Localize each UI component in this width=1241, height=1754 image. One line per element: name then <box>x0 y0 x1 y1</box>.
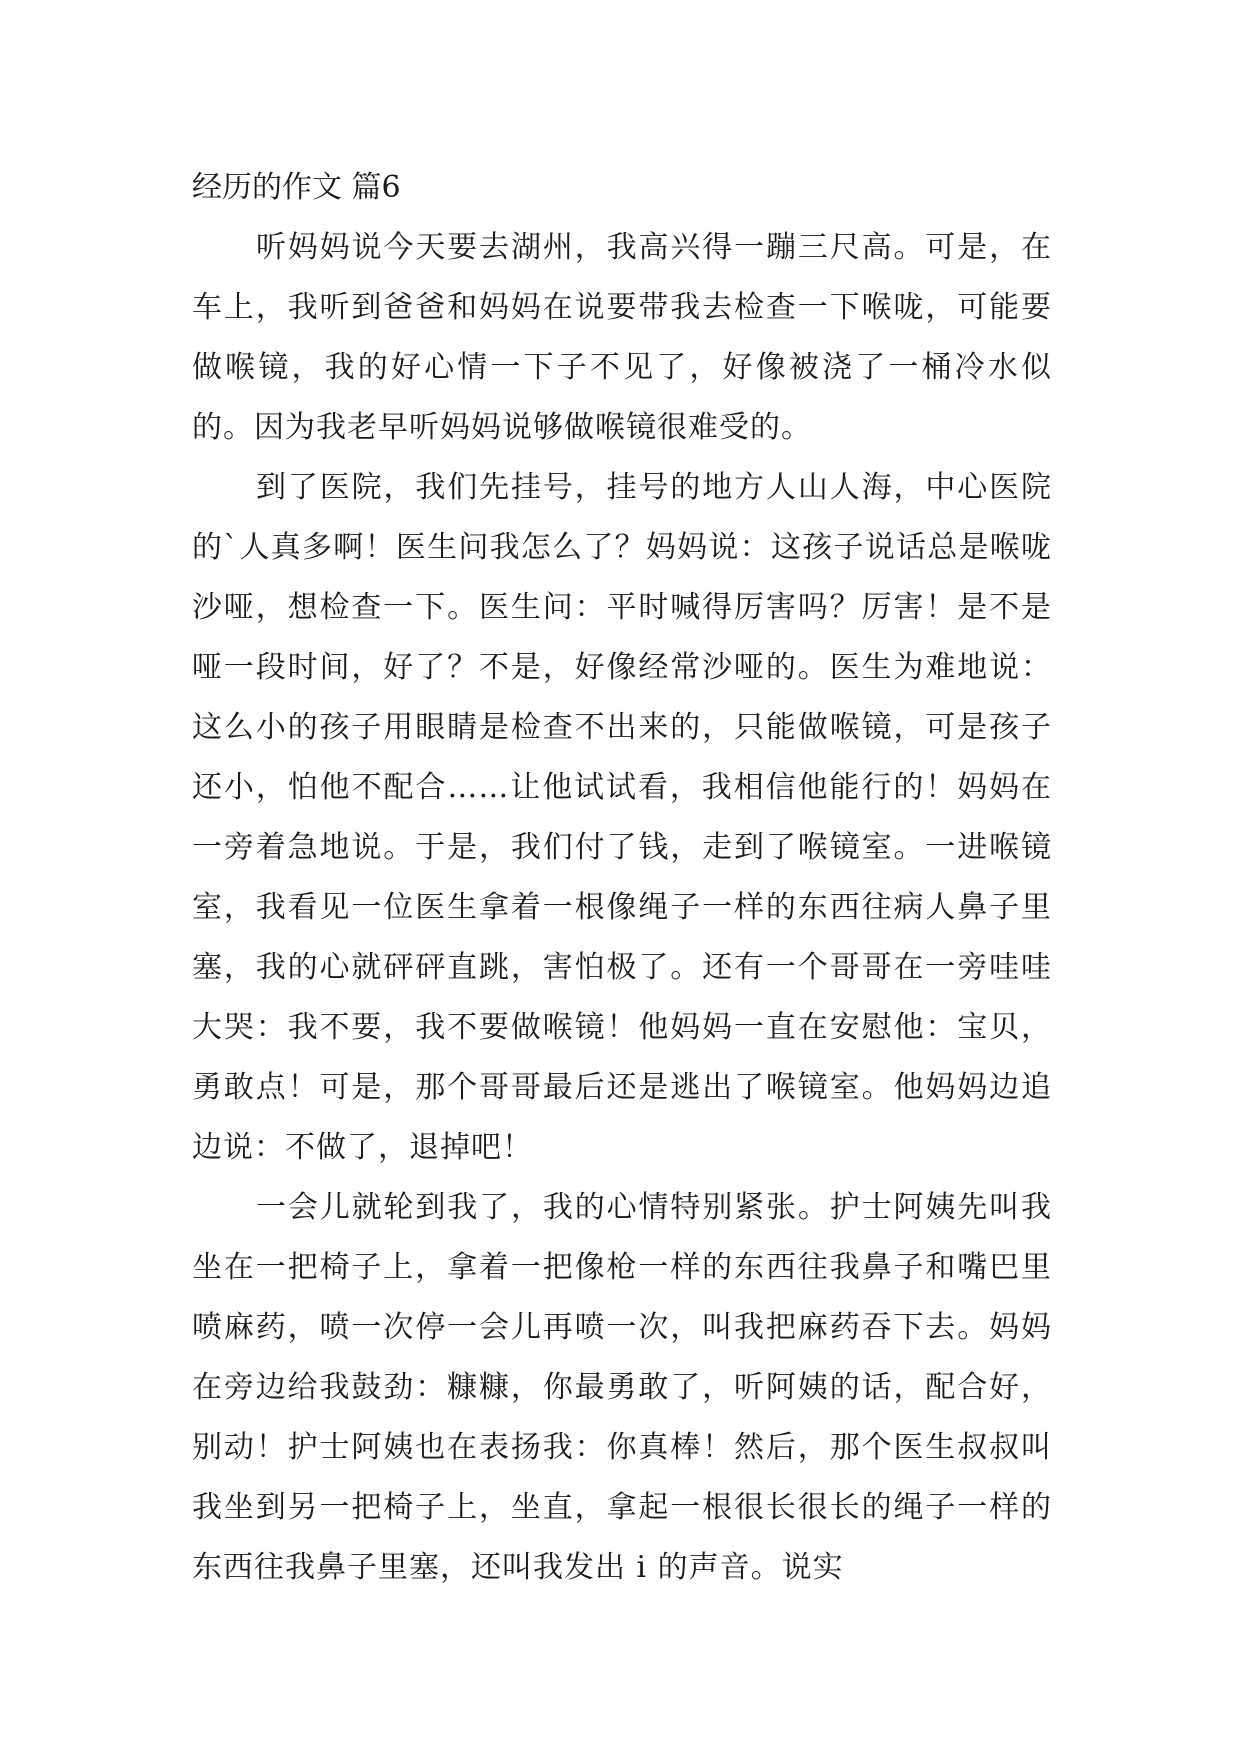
paragraph-3: 一会儿就轮到我了，我的心情特别紧张。护士阿姨先叫我坐在一把椅子上，拿着一把像枪一样的东西往我鼻子和嘴巴里喷麻药，喷一次停一会儿再喷一次，叫我把麻药吞下去。妈妈在旁边给我鼓劲：糠糠，你最勇敢了，听阿姨的话，配合好，别动！护士阿姨也在表扬我：你真棒！然后，那个医生叔叔叫我坐到另一把椅子上，坐直，拿起一根很长很长的绳子一样的东西往我鼻子里塞，还叫我发出 i 的声音。说实 <box>192 1190 1052 1585</box>
paragraph-1: 听妈妈说今天要去湖州，我高兴得一蹦三尺高。可是，在车上，我听到爸爸和妈妈在说要带我去检查一下喉咙，可能要做喉镜，我的好心情一下子不见了，好像被浇了一桶冷水似的。因为我老早听妈妈说够做喉镜很难受的。 <box>192 230 1052 445</box>
document-page <box>192 158 1052 1598</box>
paragraph-2: 到了医院，我们先挂号，挂号的地方人山人海，中心医院的`人真多啊！医生问我怎么了？妈妈说：这孩子说话总是喉咙沙哑，想检查一下。医生问：平时喊得厉害吗？厉害！是不是哑一段时间，好了？不是，好像经常沙哑的。医生为难地说：这么小的孩子用眼睛是检查不出来的，只能做喉镜，可是孩子还小，怕他不配合……让他试试看，我相信他能行的！妈妈在一旁着急地说。于是，我们付了钱，走到了喉镜室。一进喉镜室，我看见一位医生拿着一根像绳子一样的东西往病人鼻子里塞，我的心就砰砰直跳，害怕极了。还有一个哥哥在一旁哇哇大哭：我不要，我不要做喉镜！他妈妈一直在安慰他：宝贝，勇敢点！可是，那个哥哥最后还是逃出了喉镜室。他妈妈边追边说：不做了，退掉吧！ <box>192 470 1052 1165</box>
document-title: 经历的作文 篇6 <box>192 170 401 205</box>
